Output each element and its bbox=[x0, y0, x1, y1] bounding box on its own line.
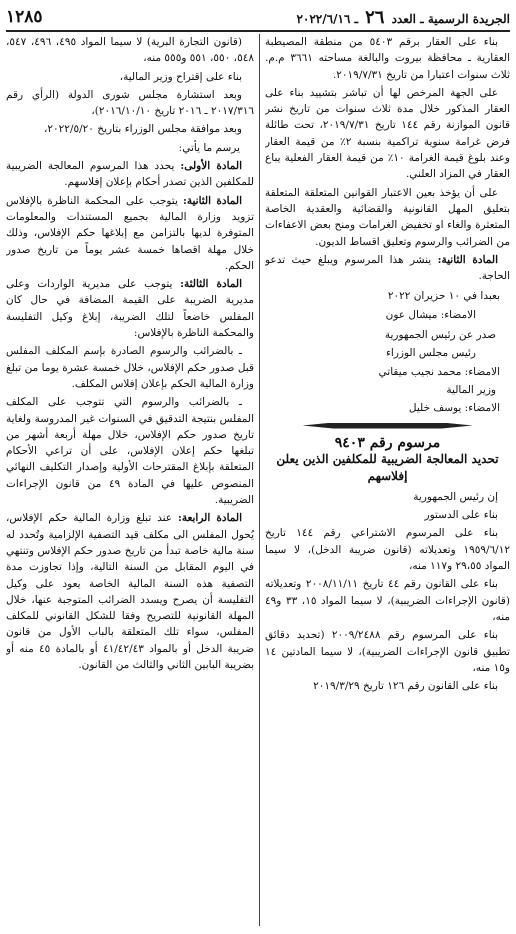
paragraph: إن رئيس الجمهورية bbox=[413, 490, 498, 503]
page-number: ١٢٨٥ bbox=[6, 7, 43, 27]
finance-minister-title: وزير المالية bbox=[446, 383, 496, 396]
signing-place-date: بعبدا في ١٠ حزيران ٢٠٢٢ bbox=[387, 290, 500, 303]
decree-title: تحديد المعالجة الضريبية للمكلفين الذين يعلن إفلاسهم bbox=[276, 451, 499, 483]
paragraph: بناء على المرسوم رقم ٢٠٠٩/٢٤٨٨ (تحديد دقائق تطبيق قانون الإجراءات الضريبية)، لا سيما المادتين ١٤ و١٥ منه، bbox=[265, 629, 510, 674]
paragraph: بناء على العقار برقم ٥٤٠٣ من منطقة المصيطبة العقارية ـ محافظة بيروت والبالغة مساحته ٣٦٦١ م.م. ثلاث سنوات اعتبارا من تاريخ ٢٠١٩/٧/٣١. bbox=[265, 36, 510, 81]
paragraph: بناء على الدستور bbox=[424, 509, 498, 522]
left-column bbox=[6, 34, 254, 928]
article-3 bbox=[6, 276, 254, 341]
column-separator bbox=[259, 34, 260, 926]
paragraph: على الجهة المرخص لها أن تباشر بتشييد بناء على العقار المذكور خلال مدة ثلاث سنوات من تاريخ نشر قانون الموازنة رقم ١٤٤ تاريخ ٢٠١٩/٧/٣١، تحت طائلة فرض غرامة سنوية تراكمية بنسبة ٢٪ من قيمة العقار وعند بلوغ قيمة الغرامة ١٠٪ من قيمة العقار الفعلية يباع العقار في المزاد العلني. bbox=[265, 86, 510, 181]
signature-finance-minister: الامضاء: يوسف خليل bbox=[408, 402, 500, 415]
paragraph: بناء على القانون رقم ٤٤ تاريخ ٢٠٠٨/١١/١١ وتعديلاته (قانون الإجراءات الضريبية)، لا سيما المواد ١٥، ٣٣ و٤٩ منه، bbox=[265, 578, 510, 623]
article-label: المادة الثانية: bbox=[182, 194, 242, 207]
paragraph: بناء على القانون رقم ١٢٦ تاريخ ٢٠١٩/٣/٢٩ bbox=[313, 680, 498, 693]
gazette-title: الجريدة الرسمية ـ العدد bbox=[391, 11, 510, 26]
page-header bbox=[6, 4, 510, 32]
article-text: يتوجب على المحكمة الناظرة بالإفلاس تزويد وزارة المالية بجميع المستندات والمعلومات المتوفرة لديها بالتزامن مع إبلاغها حكم الإفلاس، وذلك خلال مهلة اقصاها خمسة عشر يوماً من تاريخ صدور الحكم. bbox=[6, 194, 254, 272]
issue-number: ٢٦ bbox=[365, 6, 385, 28]
article-2 bbox=[265, 252, 510, 285]
list-item: ـ بالضرائب والرسوم الصادرة بإسم المكلف المفلس قبل صدور حكم الإفلاس، خلال خمسة عشرة يوما من تبلغ وزارة المالية الحكم بإعلان إفلاس المكلف. bbox=[6, 345, 254, 390]
paragraph: على أن يؤخذ بعين الاعتبار القوانين المتعلقة المتعلقة بتعليق المهل القانونية والقضائية والعقدية الخاصة المتعثرة والغاء او تخفيض الغرامات ومنح بعض الاعفاءات من الضرائب والرسوم وتعليق اقساط الديون. bbox=[265, 186, 510, 248]
prime-minister-title: رئيس مجلس الوزراء bbox=[385, 347, 476, 360]
paragraph: بناء على المرسوم الاشتراعي رقم ١٤٤ تاريخ ١٩٥٩/٦/١٢ وتعديلاته (قانون ضريبة الدخل)، لا سيما المواد ٢٩،٥٥ و١١٧ منه، bbox=[265, 527, 510, 573]
article-label: المادة الأولى: bbox=[180, 160, 242, 173]
paragraph: وبعد استشارة مجلس شورى الدولة (الرأي رقم ٢٠١٧/٣١٦ ـ ٢٠١٦ تاريخ ٢٠١٦/١٠/١٠)، bbox=[6, 88, 254, 118]
article-1 bbox=[6, 158, 254, 191]
article-label: المادة الثانية: bbox=[437, 253, 498, 266]
article-text: يحدد هذا المرسوم المعالجة الضريبية للمكلفين الذين تصدر أحكام بإعلان إفلاسهم. bbox=[6, 160, 254, 189]
article-text: ينشر هذا المرسوم ويبلغ حيث تدعو الحاجة. bbox=[265, 253, 510, 283]
article-4 bbox=[6, 510, 254, 673]
paragraph: (قانون التجارة البرية) لا سيما المواد ٤٩٥، ٤٩٦، ٥٤٧، ٥٤٨، ٥٥٠، ٥٥١ و٥٥٥ منه، bbox=[6, 36, 254, 65]
decrees-heading: يرسم ما يأتي: bbox=[178, 141, 240, 154]
article-text: عند تبلغ وزارة المالية حكم الإفلاس، يُحول المفلس الى مكلف قيد التصفية الإلزامية وتُحدد له سنة مالية خاصة تبدأ من تاريخ صدور حكم الإفلاس وتنتهي في اليوم المقابل من السنة التالية، وإذا تجاوزت مدة التصفية هذه السنة المالية الخاصة يعود على وكيل التفليسة أن يصرح ويسدد الضرائب المتوجبة عنها، خلال المهلة القانونية للتصريح وفقا للشكل القانوني للمكلف المفلس، سواء تلك المتعلقة بالباب الأول من قانون ضريبة الدخل أو بالمواد ٤١/٤٢/٤٣ أو بالمادة ٤٥ منه أو بضريبة البابين الثاني والثالث من القانون. bbox=[6, 512, 254, 671]
paragraph: وبعد موافقة مجلس الوزراء بتاريخ ٢٠٢٢/٥/٢٠، bbox=[44, 123, 242, 136]
decree-number: مرسوم رقم ٩٤٠٣ bbox=[334, 434, 441, 451]
article-2 bbox=[6, 193, 254, 274]
signature-prime-minister: الامضاء: محمد نجيب ميقاتي bbox=[378, 365, 500, 378]
header-title-group bbox=[296, 7, 510, 28]
right-column bbox=[265, 34, 510, 928]
article-text: يتوجب على مديرية الواردات وعلى مديرية الضريبة على القيمة المضافة في حال كان المفلس خاضعاً لتلك الضريبة، إبلاغ وكيل التفليسة والمحكمة الناظرة بالإفلاس: bbox=[6, 278, 254, 340]
issued-by: صدر عن رئيس الجمهورية bbox=[384, 329, 496, 342]
signature-president: الامضاء: ميشال عون bbox=[385, 308, 476, 321]
article-label: المادة الثالثة: bbox=[180, 278, 243, 291]
paragraph: بناء على إقتراح وزير المالية، bbox=[119, 70, 242, 83]
list-item: ـ بالضرائب والرسوم التي تتوجب على المكلف المفلس بنتيجة التدقيق في السنوات غير المدروسة ولغاية تاريخ صدور حكم الإفلاس، خلال مهلة أربعة أشهر من تبلغها حكم إعلان الإفلاس، على أن تراعي الأحكام المتعلقة بإبلاغ المقترحات الأولية وإصدار التكليف النهائي المنصوص عليها في المادة ٤٩ من قانون الإجراءات الضريبية. bbox=[6, 396, 254, 507]
section-divider bbox=[303, 423, 473, 429]
article-label: المادة الرابعة: bbox=[177, 512, 242, 525]
issue-date: ـ ٢٠٢٢/٦/١٦ bbox=[296, 11, 359, 26]
